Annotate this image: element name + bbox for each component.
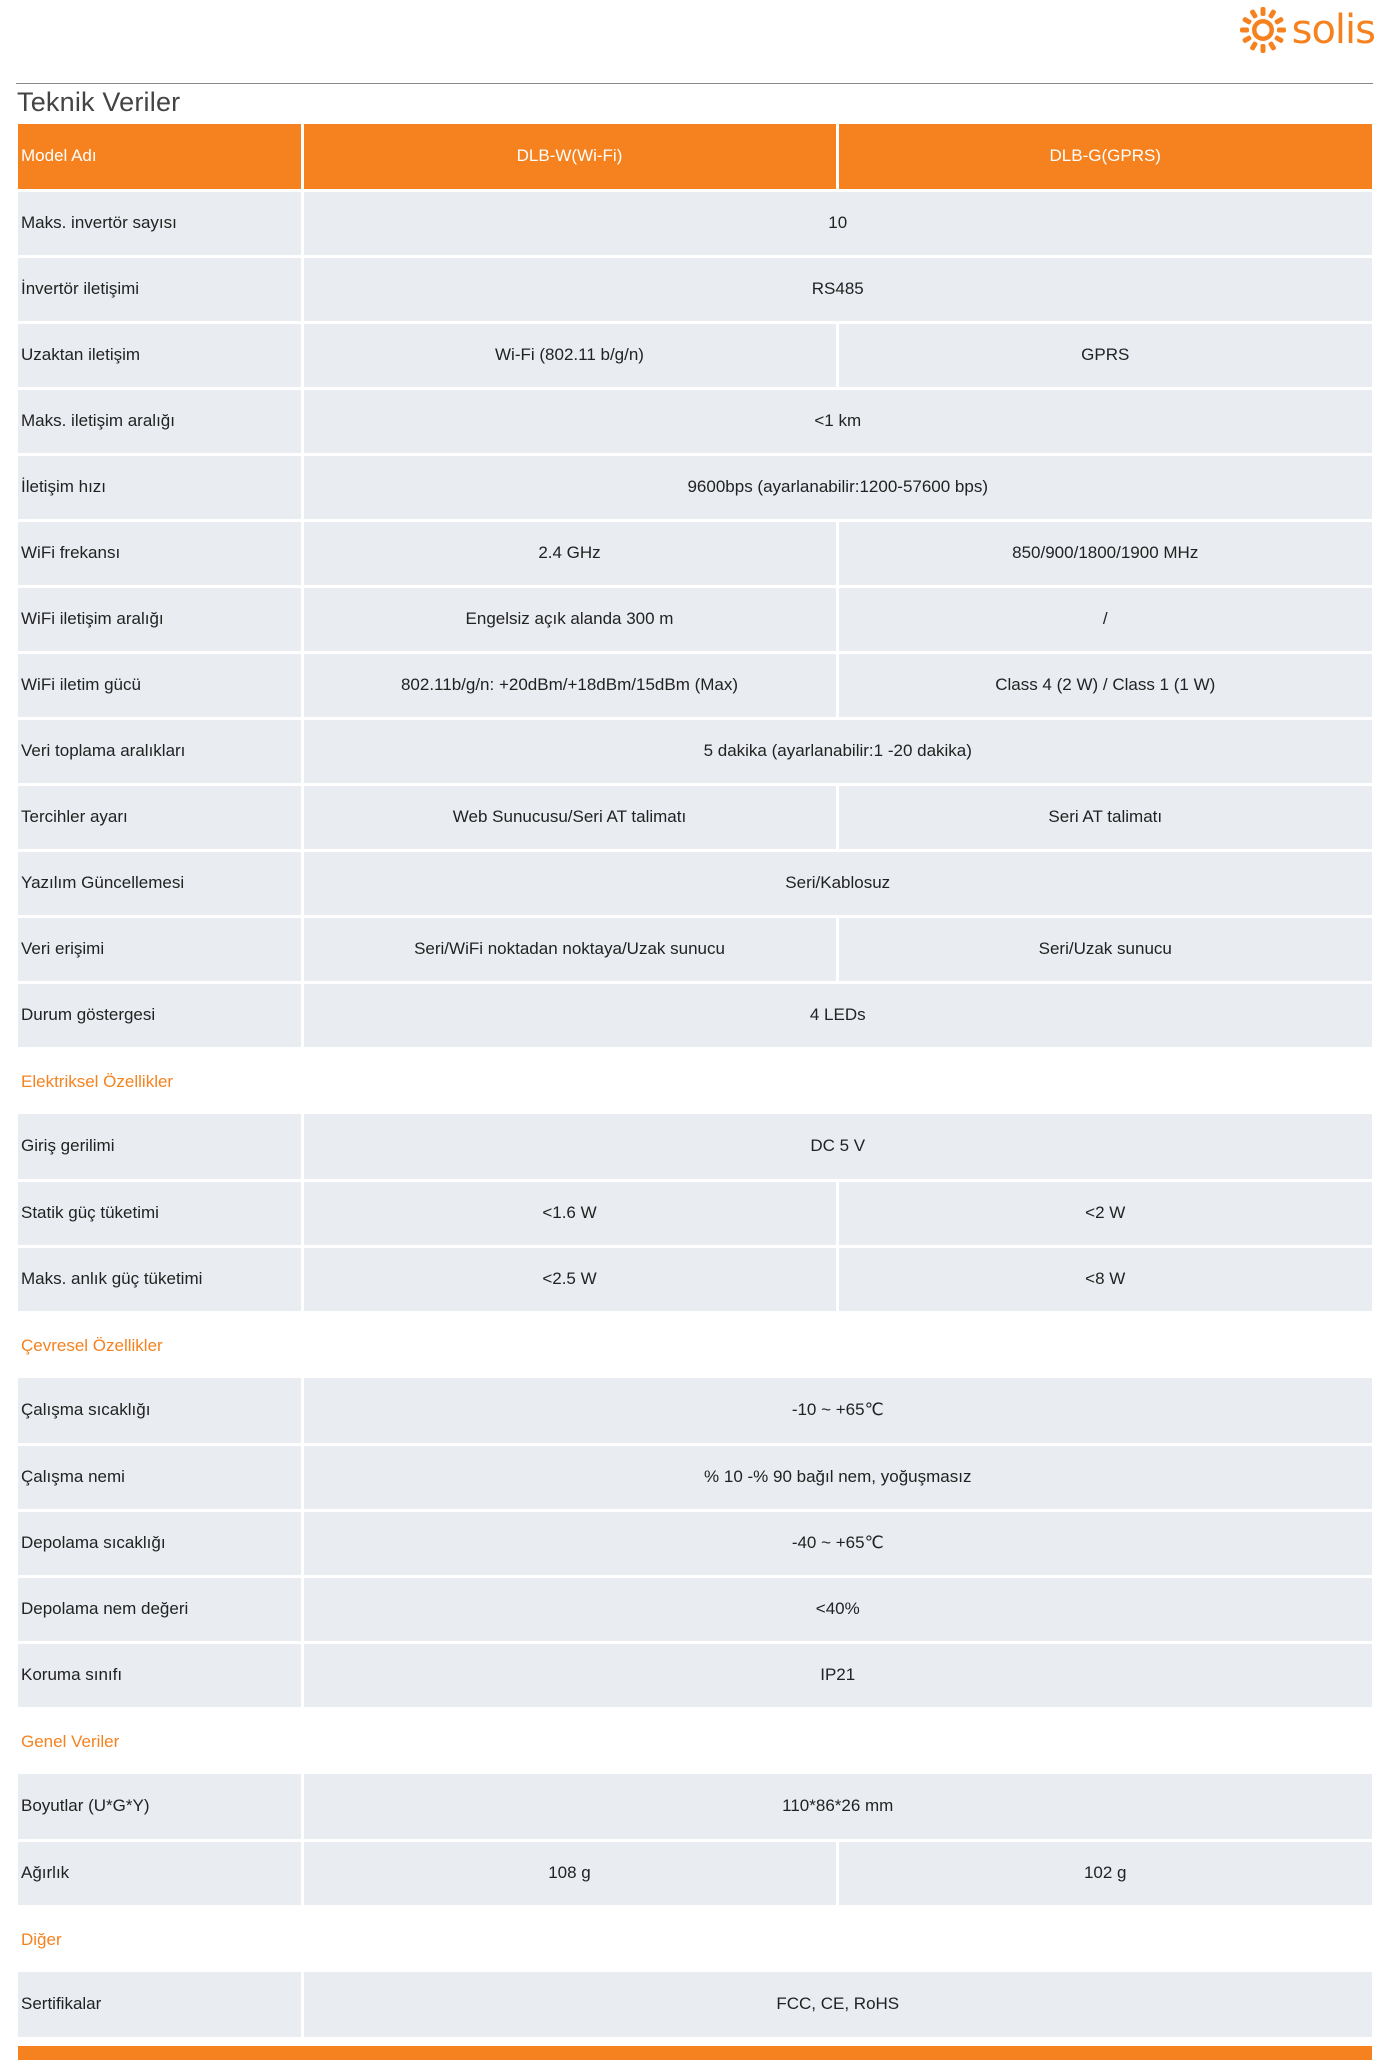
header-model-label: Model Adı	[18, 124, 302, 190]
table-row	[18, 1576, 1372, 1642]
table-row	[18, 652, 1372, 718]
section-title: Çevresel Özellikler	[18, 1312, 1372, 1378]
table-header-row	[18, 124, 1372, 190]
table-row	[18, 1378, 1372, 1444]
header-model-gprs: DLB-G(GPRS)	[837, 124, 1372, 190]
spec-label: WiFi iletişim aralığı	[18, 586, 302, 652]
spec-label: Depolama nem değeri	[18, 1576, 302, 1642]
spec-table	[18, 124, 1372, 2040]
section-title: Diğer	[18, 1906, 1372, 1972]
spec-label: Yazılım Güncellemesi	[18, 850, 302, 916]
spec-label: Çalışma nemi	[18, 1444, 302, 1510]
spec-label: Maks. anlık güç tüketimi	[18, 1246, 302, 1312]
spec-value-shared: Seri/Kablosuz	[302, 850, 1372, 916]
footer-bar	[18, 2046, 1372, 2060]
spec-value-shared: 110*86*26 mm	[302, 1774, 1372, 1840]
spec-value-shared: 5 dakika (ayarlanabilir:1 -20 dakika)	[302, 718, 1372, 784]
spec-value-wifi: 802.11b/g/n: +20dBm/+18dBm/15dBm (Max)	[302, 652, 837, 718]
spec-value-gprs: Class 4 (2 W) / Class 1 (1 W)	[837, 652, 1372, 718]
table-row	[18, 1246, 1372, 1312]
spec-label: Veri toplama aralıkları	[18, 718, 302, 784]
spec-label: Durum göstergesi	[18, 982, 302, 1048]
spec-value-wifi: Web Sunucusu/Seri AT talimatı	[302, 784, 837, 850]
table-row	[18, 784, 1372, 850]
header-divider	[16, 83, 1373, 84]
spec-value-shared: -10 ~ +65℃	[302, 1378, 1372, 1444]
section-heading-row	[18, 1906, 1372, 1972]
spec-label: Maks. invertör sayısı	[18, 190, 302, 256]
spec-label: Çalışma sıcaklığı	[18, 1378, 302, 1444]
spec-label: Tercihler ayarı	[18, 784, 302, 850]
table-row	[18, 916, 1372, 982]
spec-value-wifi: <2.5 W	[302, 1246, 837, 1312]
spec-value-shared: FCC, CE, RoHS	[302, 1972, 1372, 2038]
spec-value-shared: <1 km	[302, 388, 1372, 454]
table-row	[18, 850, 1372, 916]
table-row	[18, 388, 1372, 454]
table-row	[18, 322, 1372, 388]
spec-value-wifi: Engelsiz açık alanda 300 m	[302, 586, 837, 652]
spec-value-wifi: 2.4 GHz	[302, 520, 837, 586]
spec-label: Ağırlık	[18, 1840, 302, 1906]
spec-label: Maks. iletişim aralığı	[18, 388, 302, 454]
table-row	[18, 190, 1372, 256]
spec-value-wifi: Wi-Fi (802.11 b/g/n)	[302, 322, 837, 388]
section-title: Genel Veriler	[18, 1708, 1372, 1774]
spec-label: Veri erişimi	[18, 916, 302, 982]
table-row	[18, 520, 1372, 586]
spec-label: İletişim hızı	[18, 454, 302, 520]
section-heading-row	[18, 1048, 1372, 1114]
section-heading-row	[18, 1708, 1372, 1774]
spec-label: WiFi frekansı	[18, 520, 302, 586]
spec-label: İnvertör iletişimi	[18, 256, 302, 322]
spec-label: Sertifikalar	[18, 1972, 302, 2038]
spec-value-shared: -40 ~ +65℃	[302, 1510, 1372, 1576]
section-heading-row	[18, 1312, 1372, 1378]
spec-label: Uzaktan iletişim	[18, 322, 302, 388]
spec-value-gprs: 102 g	[837, 1840, 1372, 1906]
spec-value-gprs: /	[837, 586, 1372, 652]
spec-value-gprs: GPRS	[837, 322, 1372, 388]
brand-logo	[1238, 4, 1375, 56]
spec-label: Boyutlar (U*G*Y)	[18, 1774, 302, 1840]
sun-icon	[1238, 5, 1288, 55]
table-row	[18, 256, 1372, 322]
spec-value-gprs: 850/900/1800/1900 MHz	[837, 520, 1372, 586]
spec-value-gprs: <2 W	[837, 1180, 1372, 1246]
spec-value-wifi: Seri/WiFi noktadan noktaya/Uzak sunucu	[302, 916, 837, 982]
spec-value-gprs: Seri AT talimatı	[837, 784, 1372, 850]
spec-value-shared: RS485	[302, 256, 1372, 322]
spec-value-gprs: <8 W	[837, 1246, 1372, 1312]
spec-value-shared: % 10 -% 90 bağıl nem, yoğuşmasız	[302, 1444, 1372, 1510]
spec-value-wifi: 108 g	[302, 1840, 837, 1906]
table-row	[18, 1972, 1372, 2038]
spec-value-shared: 10	[302, 190, 1372, 256]
spec-label: Statik güç tüketimi	[18, 1180, 302, 1246]
section-title: Elektriksel Özellikler	[18, 1048, 1372, 1114]
table-row	[18, 1510, 1372, 1576]
table-row	[18, 1114, 1372, 1180]
table-row	[18, 1444, 1372, 1510]
spec-value-wifi: <1.6 W	[302, 1180, 837, 1246]
table-row	[18, 586, 1372, 652]
spec-value-shared: DC 5 V	[302, 1114, 1372, 1180]
table-row	[18, 718, 1372, 784]
spec-label: Giriş gerilimi	[18, 1114, 302, 1180]
spec-label: Depolama sıcaklığı	[18, 1510, 302, 1576]
spec-value-shared: 4 LEDs	[302, 982, 1372, 1048]
spec-label: Koruma sınıfı	[18, 1642, 302, 1708]
spec-value-shared: 9600bps (ayarlanabilir:1200-57600 bps)	[302, 454, 1372, 520]
spec-value-shared: IP21	[302, 1642, 1372, 1708]
header-model-wifi: DLB-W(Wi-Fi)	[302, 124, 837, 190]
page-title: Teknik Veriler	[17, 87, 181, 117]
spec-label: WiFi iletim gücü	[18, 652, 302, 718]
table-row	[18, 1180, 1372, 1246]
brand-name: solis	[1291, 7, 1375, 53]
table-row	[18, 1840, 1372, 1906]
table-row	[18, 982, 1372, 1048]
spec-value-gprs: Seri/Uzak sunucu	[837, 916, 1372, 982]
spec-value-shared: <40%	[302, 1576, 1372, 1642]
table-row	[18, 454, 1372, 520]
table-row	[18, 1642, 1372, 1708]
table-row	[18, 1774, 1372, 1840]
